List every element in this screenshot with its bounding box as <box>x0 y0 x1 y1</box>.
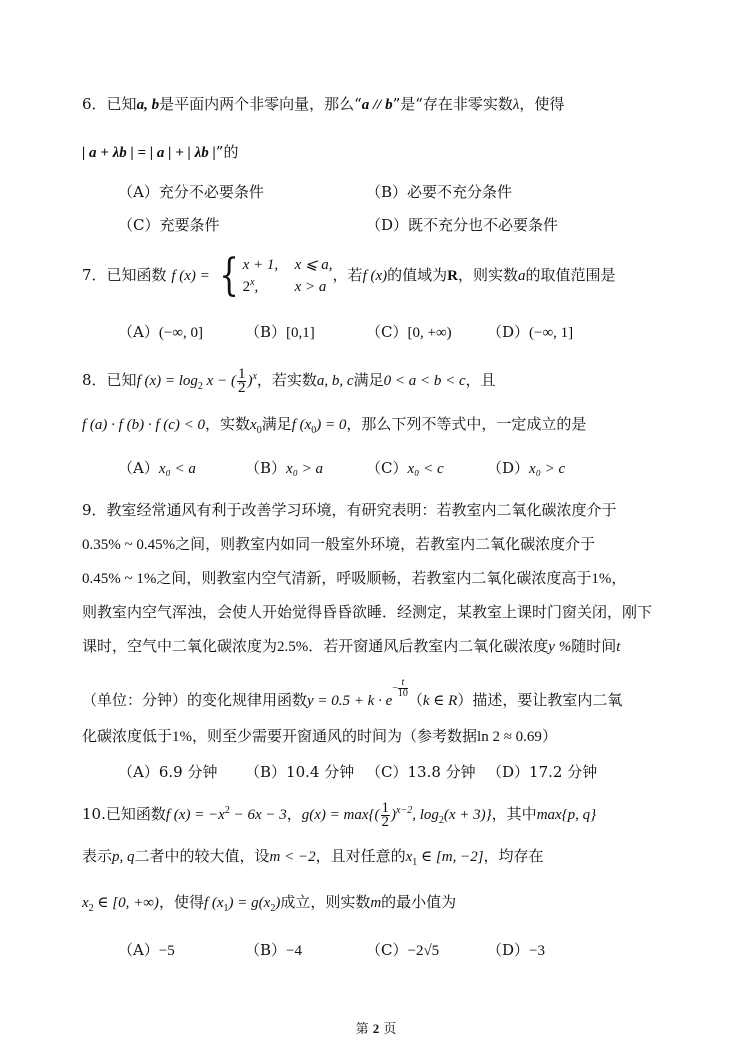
q10-line-1: 10.已知函数f $(x) = -x^2 - 6x - 3$，g(x) = max{( $\frac{1}{2}$ )$^{x-2}$, $\log_2(x + 3)$}，其中max{p, q} <box>82 799 597 830</box>
q9-exponent: − $\frac{t}{10}$ <box>392 677 408 699</box>
q9-option-d[interactable]: （D）17.2 分钟 <box>487 763 598 781</box>
q6-option-c[interactable]: （C）充要条件 <box>118 216 220 234</box>
q6-option-d[interactable]: （D）既不充分也不必要条件 <box>366 216 559 234</box>
q8-option-d[interactable]: （D）x₀ > c <box>487 459 566 477</box>
q10-option-a[interactable]: （A）−5 <box>118 941 175 959</box>
q6-option-a[interactable]: （A）充分不必要条件 <box>118 183 264 201</box>
q9-line-5: 课时，空气中二氧化碳浓度为2.5%．若开窗通风后教室内二氧化碳浓度y %随时间t <box>82 637 621 655</box>
q9-line-3: 0.45% ~ 1%之间，则教室内空气清新，呼吸顺畅，若教室内二氧化碳浓度高于1%， <box>82 569 627 587</box>
q10-number: 10. <box>82 805 106 823</box>
q7-number: 7． <box>82 266 107 284</box>
q7-piecewise: x + 1, x ⩽ a, 2$^x$, x > a <box>242 257 333 295</box>
q6-line-2: | a + λb | = | a | + | λb |”的 <box>82 143 239 161</box>
q7-option-c[interactable]: （C）[0, +∞) <box>366 323 452 341</box>
q10-option-b[interactable]: （B）−4 <box>245 941 302 959</box>
q10-half-fraction: $\frac{1}{2}$ <box>381 799 390 830</box>
q7-line-1: 7．已知函数 f (x) = { x + 1, x ⩽ a, 2$^x$, x > a ，若f (x)的值域为R，则实数a的取值范围是 <box>82 250 616 301</box>
q9-option-b[interactable]: （B）10.4 分钟 <box>245 763 355 781</box>
q6-line-1: 6．已知a, b是平面内两个非零向量，那么“a // b”是“存在非零实数λ，使得 <box>82 95 565 113</box>
q9-line-2: 0.35% ~ 0.45%之间，则教室内如同一般室外环境，若教室内二氧化碳浓度介于 <box>82 535 596 553</box>
q8-line-1: 8．已知f $(x) = \log_2 x$ − ( $\frac{1}{2}$ )$^x$，若实数a, b, c满足0 < a < b < c，且 <box>82 365 496 396</box>
q10-line-2: 表示p, q二者中的较大值，设m < −2，且对任意的$x_1$ ∈ [m, −2]，均存在 <box>82 847 544 868</box>
q8-half-fraction: $\frac{1}{2}$ <box>237 365 246 396</box>
q9-line-1: 9．教室经常通风有利于改善学习环境，有研究表明：若教室内二氧化碳浓度介于 <box>82 501 617 519</box>
q6-option-b[interactable]: （B）必要不充分条件 <box>366 183 513 201</box>
q9-line-4: 则教室内空气浑浊，会使人开始觉得昏昏欲睡．经测定，某教室上课时门窗关闭，刚下 <box>82 603 653 621</box>
page-number: 2 <box>372 1021 380 1036</box>
q9-option-a[interactable]: （A）6.9 分钟 <box>118 763 218 781</box>
q7-option-a[interactable]: （A）(−∞, 0] <box>118 323 203 341</box>
q10-option-c[interactable]: （C）−2√5 <box>366 941 440 959</box>
q6-number: 6． <box>82 95 107 113</box>
q9-line-7: 化碳浓度低于1%，则至少需要开窗通风的时间为（参考数据ln 2 ≈ 0.69） <box>82 727 557 745</box>
page-footer: 第 2 页 <box>355 1021 397 1037</box>
q10-option-d[interactable]: （D）−3 <box>487 941 545 959</box>
q9-option-c[interactable]: （C）13.8 分钟 <box>366 763 476 781</box>
q7-option-d[interactable]: （D）(−∞, 1] <box>487 323 574 341</box>
q8-number: 8． <box>82 371 107 389</box>
q8-line-2: f (a) · f (b) · f (c) < 0，实数$x_0$满足f $(x_0) = 0$，那么下列不等式中，一定成立的是 <box>82 415 587 436</box>
q8-option-b[interactable]: （B）x₀ > a <box>245 459 324 477</box>
q9-line-6: （单位：分钟）的变化规律用函数y = 0.5 + k · e− $\frac{t}{10}$ （k ∈ R）描述，要让教室内二氧 <box>82 677 623 709</box>
q8-option-a[interactable]: （A）x₀ < a <box>118 459 196 477</box>
q10-line-3: $x_2$ ∈ [0, +∞)，使得f $(x_1) = g(x_2)$成立，则实数m的最小值为 <box>82 893 457 914</box>
q8-option-c[interactable]: （C）x₀ < c <box>366 459 444 477</box>
q7-brace: { <box>218 250 239 301</box>
q7-option-b[interactable]: （B）[0,1] <box>245 323 315 341</box>
